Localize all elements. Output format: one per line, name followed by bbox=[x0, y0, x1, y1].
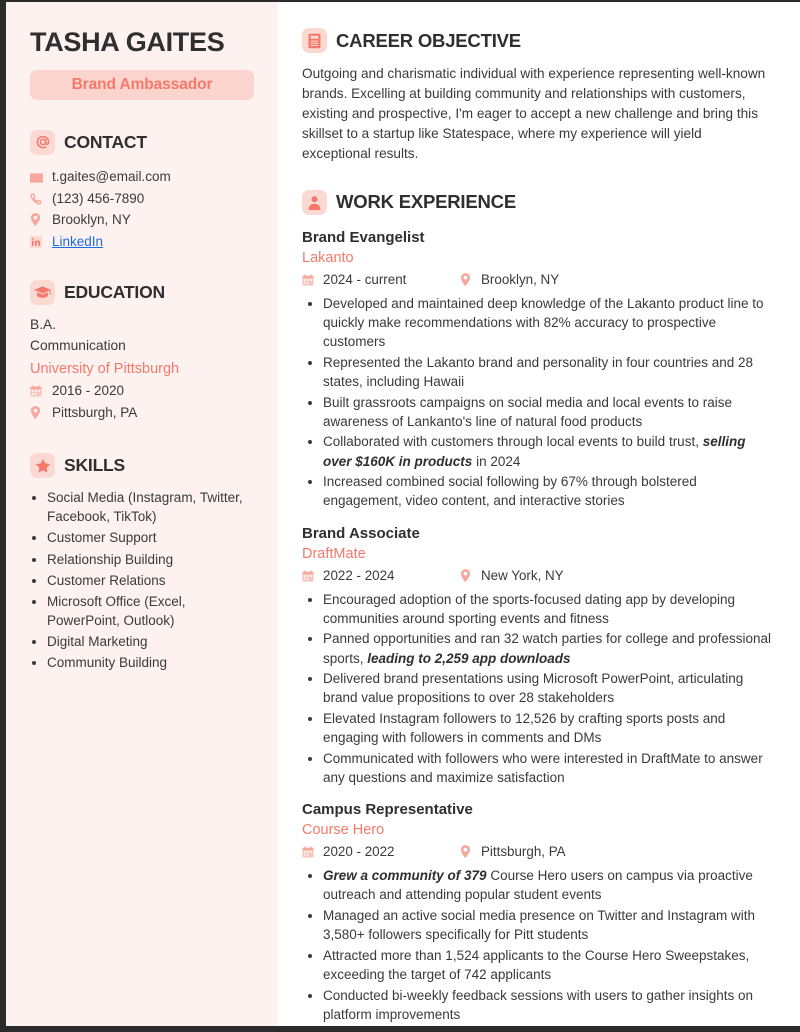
contact-item-linkedin[interactable] bbox=[30, 231, 254, 253]
location-pin-icon bbox=[30, 213, 44, 226]
list-item: • Customer Support bbox=[47, 528, 254, 547]
list-item: • Elevated Instagram followers to 12,526 by crafting sports posts and engaging with followers in comments and DMs bbox=[323, 709, 774, 747]
contact-item-phone bbox=[30, 188, 254, 210]
list-item: • Digital Marketing bbox=[47, 632, 254, 651]
job-entry bbox=[302, 524, 774, 788]
education-school: University of Pittsburgh bbox=[30, 360, 180, 377]
location-pin-icon bbox=[460, 845, 474, 858]
list-item: • Managed an active social media presence on Twitter and Instagram with 3,580+ followers specifically for Pitt students bbox=[323, 906, 774, 944]
list-item: • Grew a community of 379 Course Hero users on campus via proactive outreach and attending popular student events bbox=[323, 866, 774, 904]
list-item: • Attracted more than 1,524 applicants to the Course Hero Sweepstakes, exceeding the target of 742 applicants bbox=[323, 946, 774, 984]
list-item: • Collaborated with customers through local events to build trust, selling over $160K in products in 2024 bbox=[323, 432, 774, 470]
main-content bbox=[278, 2, 800, 1026]
skills-list bbox=[30, 488, 254, 672]
list-item: • Panned opportunities and ran 32 watch parties for college and professional sports, leading to 2,259 app downloads bbox=[323, 629, 774, 667]
list-item: • Built grassroots campaigns on social media and local events to raise awareness of Lankanto's line of natural food products bbox=[323, 393, 774, 431]
list-item: • Social Media (Instagram, Twitter, Facebook, TikTok) bbox=[47, 488, 254, 526]
job-bullet-list bbox=[302, 294, 774, 511]
career-objective-text: Outgoing and charismatic individual with experience representing well-known brands. Excelling at building community and relationships with customers, existing and prospective, I'm eager to accept a new challenge and bring this skillset to a startup like Statespace, where my experience will yield exceptional results. bbox=[302, 66, 766, 161]
star-icon bbox=[30, 453, 55, 478]
contact-section bbox=[30, 130, 254, 253]
job-title: Campus Representative bbox=[302, 801, 473, 819]
job-company: Lakanto bbox=[302, 250, 354, 267]
candidate-job-title-badge: Brand Ambassador bbox=[30, 70, 254, 100]
location-pin-icon bbox=[460, 273, 474, 286]
contact-heading bbox=[30, 130, 254, 155]
calendar-icon bbox=[30, 385, 44, 397]
list-item: • Relationship Building bbox=[47, 550, 254, 569]
job-dates: 2024 - current bbox=[323, 272, 407, 288]
job-meta bbox=[302, 565, 774, 588]
education-heading-label: EDUCATION bbox=[64, 282, 165, 303]
list-item: • Increased combined social following by 67% through bolstered engagement, video content, and interactive stories bbox=[323, 472, 774, 510]
job-entry bbox=[302, 800, 774, 1024]
contact-item-email bbox=[30, 166, 254, 188]
contact-heading-label: CONTACT bbox=[64, 131, 147, 152]
calendar-icon bbox=[302, 846, 316, 858]
job-company: Course Hero bbox=[302, 822, 385, 839]
education-entry bbox=[30, 315, 254, 423]
education-location-row bbox=[30, 402, 254, 424]
location-pin-icon bbox=[460, 569, 474, 582]
job-location: Pittsburgh, PA bbox=[481, 844, 566, 860]
career-objective-section bbox=[302, 28, 774, 164]
contact-location-value: Brooklyn, NY bbox=[52, 212, 131, 228]
job-entry bbox=[302, 228, 774, 511]
job-title: Brand Evangelist bbox=[302, 228, 425, 246]
list-item: • Community Building bbox=[47, 653, 254, 672]
calendar-icon bbox=[302, 570, 316, 582]
phone-icon bbox=[30, 193, 44, 205]
contact-list bbox=[30, 166, 254, 253]
list-item: • Delivered brand presentations using Microsoft PowerPoint, articulating brand value propositions to over 28 stakeholders bbox=[323, 669, 774, 707]
education-location: Pittsburgh, PA bbox=[52, 404, 138, 420]
work-experience-heading-label: WORK EXPERIENCE bbox=[336, 191, 516, 213]
graduation-cap-icon bbox=[30, 280, 55, 305]
location-pin-icon bbox=[30, 406, 44, 419]
job-company: DraftMate bbox=[302, 545, 366, 562]
education-degree: B.A. bbox=[30, 317, 57, 333]
user-icon bbox=[302, 190, 327, 215]
job-bullet-list bbox=[302, 590, 774, 788]
list-item: • Represented the Lakanto brand and personality in four countries and 28 states, including Hawaii bbox=[323, 353, 774, 391]
contact-item-location bbox=[30, 209, 254, 231]
job-location: New York, NY bbox=[481, 567, 564, 583]
envelope-icon bbox=[30, 173, 44, 183]
skills-heading bbox=[30, 453, 254, 478]
job-meta bbox=[302, 269, 774, 292]
linkedin-icon bbox=[30, 236, 44, 248]
work-experience-heading bbox=[302, 190, 774, 215]
job-dates: 2020 - 2022 bbox=[323, 844, 395, 860]
job-location: Brooklyn, NY bbox=[481, 272, 560, 288]
skills-heading-label: SKILLS bbox=[64, 455, 126, 476]
list-item: • Conducted bi-weekly feedback sessions with users to gather insights on platform improvements bbox=[323, 986, 774, 1024]
contact-linkedin-link[interactable]: LinkedIn bbox=[52, 234, 104, 250]
education-dates: 2016 - 2020 bbox=[52, 382, 125, 398]
career-objective-heading bbox=[302, 28, 774, 53]
job-bullet-list bbox=[302, 866, 774, 1024]
book-icon bbox=[302, 28, 327, 53]
job-dates: 2022 - 2024 bbox=[323, 567, 395, 583]
list-item: • Microsoft Office (Excel, PowerPoint, Outlook) bbox=[47, 592, 254, 630]
education-heading bbox=[30, 280, 254, 305]
education-field: Communication bbox=[30, 337, 126, 353]
career-objective-heading-label: CAREER OBJECTIVE bbox=[336, 29, 521, 51]
work-experience-section bbox=[302, 190, 774, 1024]
list-item: • Encouraged adoption of the sports-focused dating app by developing communities around sporting events and fitness bbox=[323, 590, 774, 628]
list-item: • Communicated with followers who were interested in DraftMate to answer any questions and maximize satisfaction bbox=[323, 749, 774, 787]
education-section bbox=[30, 280, 254, 423]
list-item: • Customer Relations bbox=[47, 571, 254, 590]
skills-section bbox=[30, 453, 254, 672]
at-sign-icon bbox=[30, 130, 55, 155]
contact-phone-value: (123) 456-7890 bbox=[52, 190, 145, 206]
job-meta bbox=[302, 841, 774, 864]
calendar-icon bbox=[302, 274, 316, 286]
contact-email-value: t.gaites@email.com bbox=[52, 168, 171, 184]
list-item: • Developed and maintained deep knowledge of the Lakanto product line to quickly make recommendations with 82% accuracy to prospective customers bbox=[323, 294, 774, 351]
job-title: Brand Associate bbox=[302, 524, 420, 542]
sidebar bbox=[6, 2, 278, 1026]
education-dates-row bbox=[30, 380, 254, 402]
candidate-name: TASHA GAITES bbox=[30, 27, 225, 57]
